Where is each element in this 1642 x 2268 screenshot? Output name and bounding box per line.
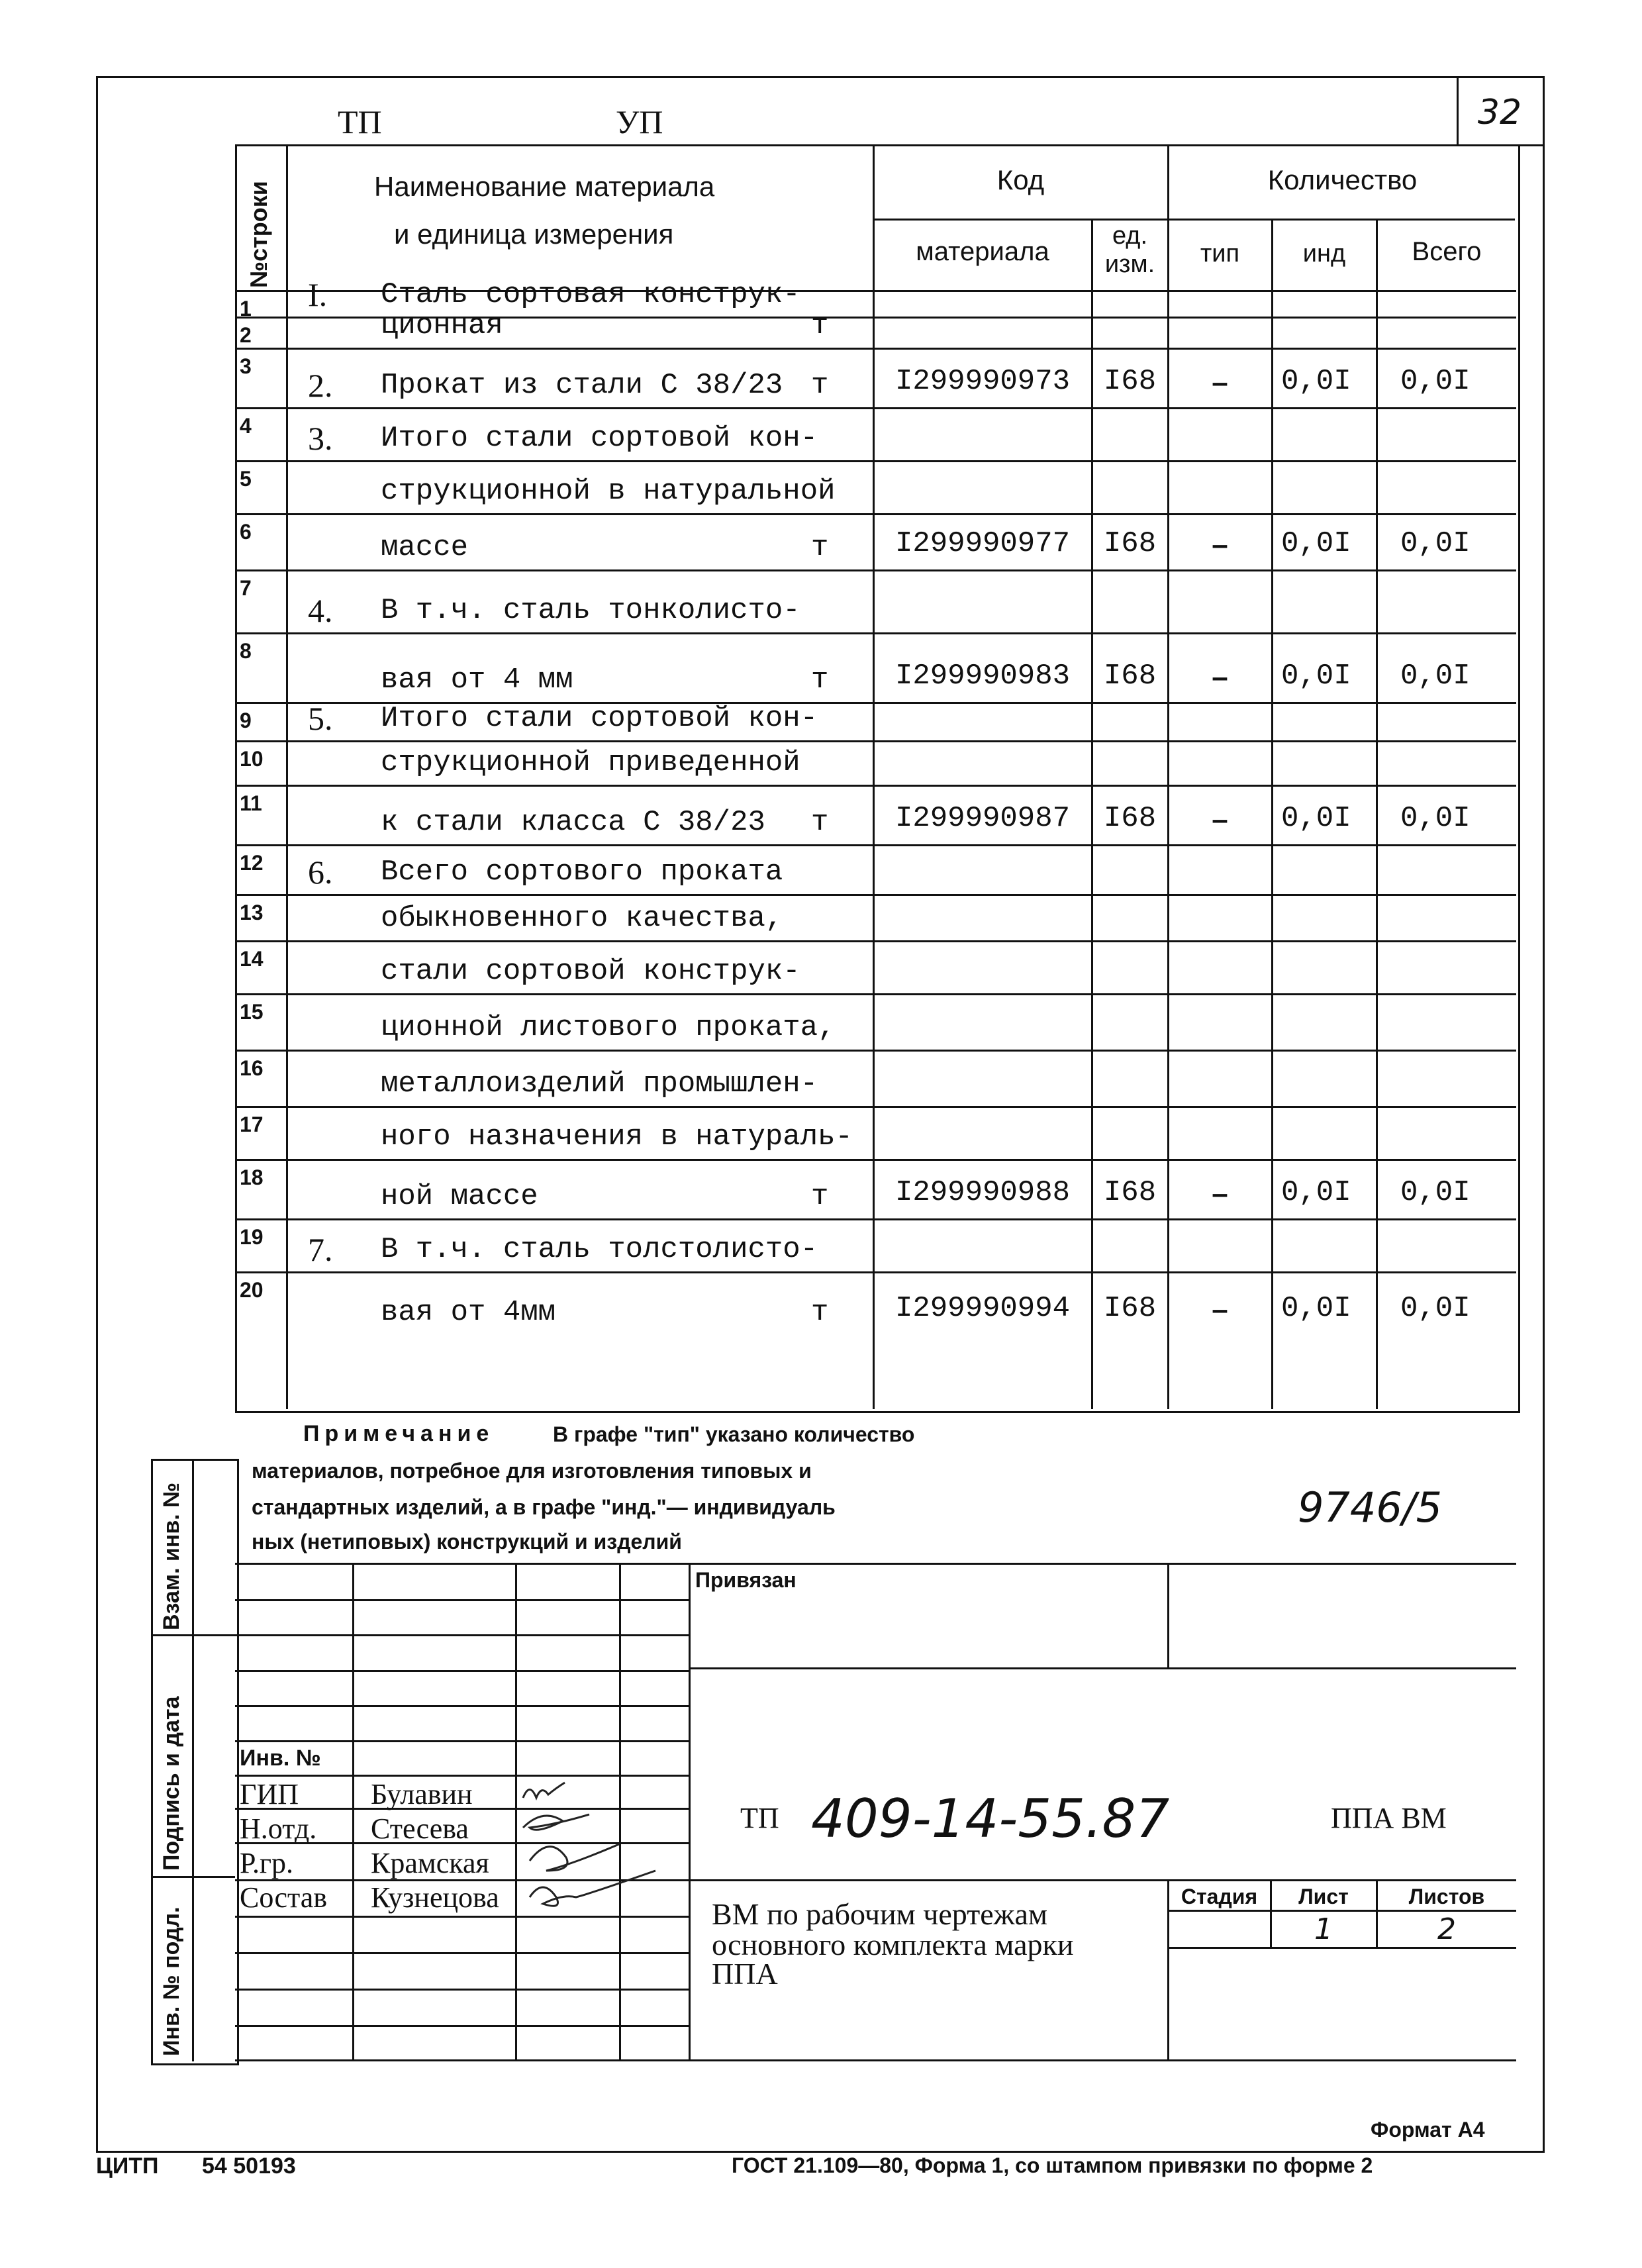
note-line3: стандартных изделий, а в графе "инд."— индивидуаль: [252, 1495, 836, 1519]
sheet-box-h1: [1167, 1910, 1516, 1912]
qty-total: 0,0I: [1400, 802, 1471, 835]
unit-mark: т: [811, 531, 829, 564]
side-strip-line-2: [151, 1876, 235, 1878]
footer-gost: ГОСТ 21.109—80, Форма 1, со штампом привязки по форме 2: [732, 2153, 1373, 2177]
side-label-podpis: Подпись и дата: [159, 1696, 184, 1871]
side-strip-line-1: [151, 1634, 235, 1636]
row-number: 6: [240, 520, 252, 544]
qty-type: –: [1212, 366, 1228, 399]
grid-h3: [235, 1670, 689, 1672]
sheets-label: Листов: [1408, 1885, 1485, 1908]
role-sostav: Состав: [240, 1881, 328, 1914]
row-line: [235, 785, 1516, 787]
header-name-line1: Наименование материала: [374, 171, 715, 202]
row-line: [235, 1050, 1516, 1052]
col-line-type: [1271, 219, 1273, 1409]
unit-code: I68: [1103, 660, 1157, 693]
material-code: I299990973: [894, 365, 1071, 398]
qty-total: 0,0I: [1400, 1176, 1471, 1209]
material-name: Прокат из стали С 38/23: [381, 369, 783, 402]
material-name: струкционной приведенной: [381, 746, 800, 779]
unit-code: I68: [1103, 1292, 1157, 1325]
page-number: 32: [1477, 93, 1522, 132]
material-name: Сталь сортовая конструк-: [381, 278, 800, 311]
item-number: 2.: [308, 367, 333, 404]
material-name: ционная: [381, 309, 503, 342]
name-bulavin: Булавин: [371, 1778, 473, 1810]
row-number: 2: [240, 323, 252, 347]
qty-ind: 0,0I: [1281, 527, 1351, 560]
material-name: Итого стали сортовой кон-: [381, 422, 818, 455]
item-number: 4.: [308, 592, 333, 629]
header-code: Код: [996, 164, 1045, 195]
row-number: 13: [240, 901, 264, 924]
header-ind: инд: [1302, 240, 1346, 268]
side-label-inv-podl: Инв. № подл.: [159, 1906, 184, 2056]
note-line1: В графе "тип" указано количество: [553, 1422, 915, 1446]
material-code: I299990977: [894, 527, 1071, 560]
material-name: обыкновенного качества,: [381, 902, 783, 935]
unit-mark: т: [811, 806, 829, 839]
qty-type: –: [1212, 803, 1228, 836]
row-number: 4: [240, 414, 252, 438]
unit-code: I68: [1103, 802, 1157, 835]
item-number: 7.: [308, 1231, 333, 1268]
name-kuznetsova: Кузнецова: [371, 1881, 499, 1914]
stamp-top-line: [235, 1563, 1516, 1565]
material-code: I299990983: [894, 660, 1071, 693]
note-title: Примечание: [303, 1421, 495, 1446]
material-name: струкционной в натуральной: [381, 475, 836, 508]
privyazan-label: Привязан: [695, 1568, 797, 1592]
grid-h11: [235, 1952, 689, 1954]
grid-h1: [235, 1599, 689, 1601]
material-name: Итого стали сортовой кон-: [381, 702, 818, 735]
unit-mark: т: [811, 309, 829, 342]
row-line: [235, 844, 1516, 846]
row-number: 16: [240, 1056, 264, 1080]
qty-ind: 0,0I: [1281, 1176, 1351, 1209]
stage-label: Стадия: [1181, 1885, 1258, 1908]
col-line-ind: [1376, 219, 1378, 1409]
material-name: ного назначения в натураль-: [381, 1120, 853, 1154]
header-quantity: Количество: [1267, 164, 1418, 195]
material-name: Всего сортового проката: [381, 856, 783, 889]
row-number: 15: [240, 1000, 264, 1024]
item-number: 3.: [308, 420, 333, 457]
grid-h2: [235, 1634, 689, 1636]
sheets-value: 2: [1437, 1912, 1456, 1946]
row-number: 10: [240, 747, 264, 771]
unit-mark: т: [811, 1296, 829, 1329]
row-line: [235, 1271, 1516, 1273]
item-number: 6.: [308, 854, 333, 891]
header-material: материала: [916, 237, 1049, 266]
qty-ind: 0,0I: [1281, 660, 1351, 693]
sheet-box-h2: [1167, 1947, 1516, 1949]
stamp-title-line: [689, 1879, 1516, 1881]
row-number: 12: [240, 851, 264, 875]
row-line: [235, 1106, 1516, 1108]
name-kramskaya: Крамская: [371, 1847, 489, 1879]
signatures: [516, 1771, 689, 1930]
material-name: вая от 4 мм: [381, 664, 573, 697]
handwritten-reference: 9746/5: [1298, 1483, 1443, 1532]
material-name: ной массе: [381, 1180, 538, 1213]
row-line: [235, 1159, 1516, 1161]
role-gip: ГИП: [240, 1778, 299, 1810]
row-line: [235, 940, 1516, 942]
project-mark: ППА ВМ: [1331, 1802, 1447, 1834]
header-unit-1: ед.: [1112, 222, 1148, 250]
row-number: 19: [240, 1225, 264, 1249]
item-number: I.: [308, 276, 328, 313]
stamp-mid-line: [689, 1667, 1516, 1669]
item-number: 5.: [308, 700, 333, 737]
footer-code: 54 50193: [202, 2153, 296, 2179]
unit-code: I68: [1103, 365, 1157, 398]
doc-title-line1: ВМ по рабочим чертежам: [712, 1897, 1047, 1931]
qty-ind: 0,0I: [1281, 802, 1351, 835]
qty-type: –: [1212, 1293, 1228, 1326]
tp-prefix: ТП: [740, 1802, 779, 1834]
header-name-line2: и единица измерения: [394, 219, 674, 250]
material-code: I299990987: [894, 802, 1071, 835]
inv-no-label: Инв. №: [240, 1746, 321, 1771]
qty-total: 0,0I: [1400, 660, 1471, 693]
sheet-value: 1: [1314, 1912, 1333, 1946]
material-name: ционной листового проката,: [381, 1011, 836, 1044]
row-number: 1: [240, 297, 252, 320]
row-line: [235, 993, 1516, 995]
row-number: 9: [240, 709, 252, 732]
material-name: В т.ч. сталь толстолисто-: [381, 1233, 818, 1266]
material-name: стали сортовой конструк-: [381, 955, 800, 988]
doc-title-line3: ППА: [712, 1957, 778, 1991]
material-code: I299990988: [894, 1176, 1071, 1209]
row-number: 18: [240, 1165, 264, 1189]
qty-ind: 0,0I: [1281, 1292, 1351, 1325]
row-number: 5: [240, 467, 252, 491]
qty-ind: 0,0I: [1281, 365, 1351, 398]
row-line: [235, 569, 1516, 571]
row-line: [235, 460, 1516, 462]
unit-code: I68: [1103, 1176, 1157, 1209]
stamp-vline-privyazan: [1167, 1563, 1169, 1667]
footer-org: ЦИТП: [96, 2153, 159, 2179]
side-label-vzam: Взам. инв. №: [159, 1482, 184, 1630]
qty-type: –: [1212, 1177, 1228, 1210]
qty-total: 0,0I: [1400, 1292, 1471, 1325]
header-row-number: №строки: [245, 181, 272, 288]
doc-title-line2: основного комплекта марки: [712, 1928, 1074, 1961]
qty-type: –: [1212, 528, 1228, 561]
grid-h4: [235, 1705, 689, 1707]
grid-h12: [235, 1989, 689, 1991]
row-number: 20: [240, 1278, 264, 1302]
row-line: [235, 740, 1516, 742]
row-number: 7: [240, 576, 252, 600]
material-name: В т.ч. сталь тонколисто-: [381, 594, 800, 627]
header-total: Всего: [1412, 237, 1482, 266]
header-unit-2: изм.: [1104, 250, 1155, 278]
unit-code: I68: [1103, 527, 1157, 560]
unit-mark: т: [811, 369, 829, 402]
note-line4: ных (нетиповых) конструкций и изделий: [252, 1530, 682, 1553]
grid-h13: [235, 2025, 689, 2027]
material-name: массе: [381, 531, 469, 564]
row-number: 3: [240, 354, 252, 378]
qty-total: 0,0I: [1400, 527, 1471, 560]
grid-h5: [235, 1740, 689, 1742]
header-type: тип: [1200, 240, 1240, 268]
note-line2: материалов, потребное для изготовления типовых и: [252, 1459, 812, 1483]
row-line: [235, 513, 1516, 515]
header-sub-line: [874, 219, 1515, 221]
row-line: [235, 894, 1516, 896]
row-number: 14: [240, 947, 264, 971]
tp-label: ТП: [338, 103, 382, 140]
project-number: 409-14-55.87: [811, 1788, 1170, 1849]
row-line: [235, 632, 1516, 634]
row-number: 8: [240, 639, 252, 663]
material-name: к стали класса С 38/23: [381, 806, 765, 839]
stamp-bottom-line: [235, 2059, 1516, 2061]
stamp-vline-main: [689, 1563, 691, 2061]
row-line: [235, 1218, 1516, 1220]
role-n-otd: Н.отд.: [240, 1812, 317, 1845]
row-number: 17: [240, 1112, 264, 1136]
role-r-gr: Р.гр.: [240, 1847, 294, 1879]
material-code: I299990994: [894, 1292, 1071, 1325]
grid-v1: [352, 1563, 354, 2059]
side-strip-divider: [192, 1459, 194, 2061]
row-number: 11: [240, 791, 262, 815]
qty-type: –: [1212, 661, 1228, 693]
material-name: вая от 4мм: [381, 1296, 556, 1329]
unit-mark: т: [811, 664, 829, 697]
format-label: Формат А4: [1371, 2118, 1485, 2142]
sheet-label: Лист: [1298, 1885, 1349, 1908]
up-label: УП: [616, 103, 663, 140]
row-line: [235, 407, 1516, 409]
row-line: [235, 348, 1516, 350]
material-name: металлоизделий промышлен-: [381, 1067, 818, 1101]
unit-mark: т: [811, 1180, 829, 1213]
qty-total: 0,0I: [1400, 365, 1471, 398]
name-steseva: Стесева: [371, 1812, 469, 1845]
